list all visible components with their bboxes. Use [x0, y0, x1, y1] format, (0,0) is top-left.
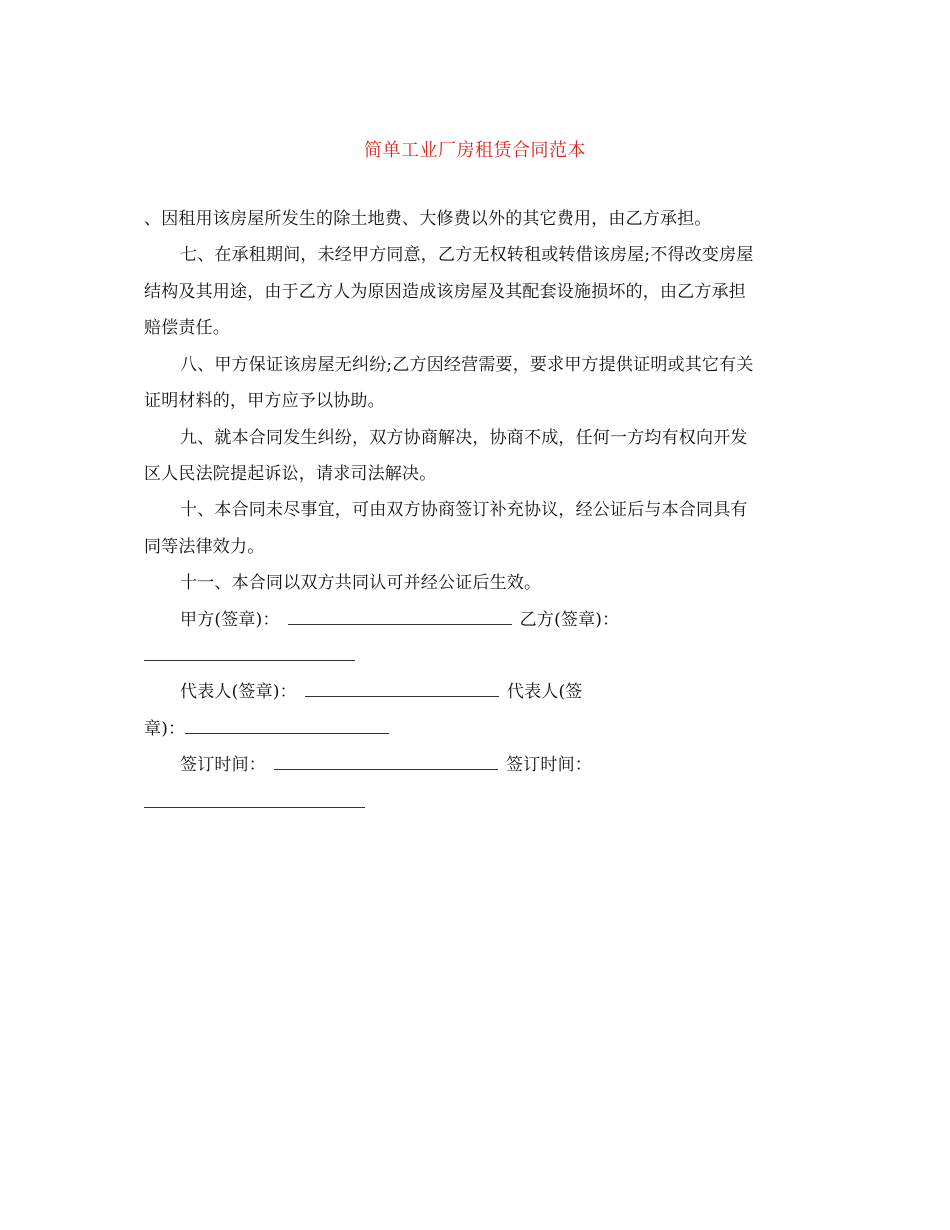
rep-b-label-part1: 代表人(签: [506, 682, 583, 702]
clause-7-line-1: 七、在承租期间，未经甲方同意，乙方无权转租或转借该房屋;不得改变房屋: [180, 245, 754, 265]
clause-8-line-2: 证明材料的，甲方应予以协助。: [144, 391, 385, 411]
clause-10-line-2: 同等法律效力。: [144, 537, 265, 557]
date-b-line: [144, 807, 365, 808]
clause-9-line-2: 区人民法院提起诉讼，请求司法解决。: [144, 464, 437, 484]
date-a-label: 签订时间：: [180, 755, 266, 775]
rep-b-label-part2: 章)：: [144, 719, 186, 739]
clause-10-line-1: 十、本合同未尽事宜，可由双方协商签订补充协议，经公证后与本合同具有: [180, 500, 748, 520]
rep-b-continuation: [144, 717, 397, 741]
clause-11-line: 十一、本合同以双方共同认可并经公证后生效。: [180, 573, 542, 593]
party-b-signature-line: [144, 660, 355, 661]
party-b-label: 乙方(签章)：: [519, 610, 620, 630]
paragraph-line-fees: 、因租用该房屋所发生的除土地费、大修费以外的其它费用，由乙方承担。: [144, 209, 712, 229]
clause-9-line-1: 九、就本合同发生纠纷，双方协商解决，协商不成，任何一方均有权向开发: [180, 428, 748, 448]
signature-row-dates: [180, 753, 592, 777]
party-a-signature-line: [288, 608, 512, 625]
rep-b-signature-line: [185, 717, 389, 734]
clause-7-line-2: 结构及其用途，由于乙方人为原因造成该房屋及其配套设施损坏的，由乙方承担: [144, 282, 746, 302]
document-title: 简单工业厂房租赁合同范本: [364, 140, 586, 161]
rep-a-label: 代表人(签章)：: [180, 682, 297, 702]
date-b-label: 签订时间：: [506, 755, 592, 775]
date-a-line: [274, 753, 498, 770]
rep-a-signature-line: [305, 680, 499, 697]
party-a-label: 甲方(签章)：: [180, 610, 280, 630]
clause-8-line-1: 八、甲方保证该房屋无纠纷;乙方因经营需要，要求甲方提供证明或其它有关: [180, 355, 754, 375]
signature-row-representatives: [180, 680, 583, 704]
signature-row-parties: [180, 608, 619, 632]
clause-7-line-3: 赔偿责任。: [144, 318, 230, 338]
